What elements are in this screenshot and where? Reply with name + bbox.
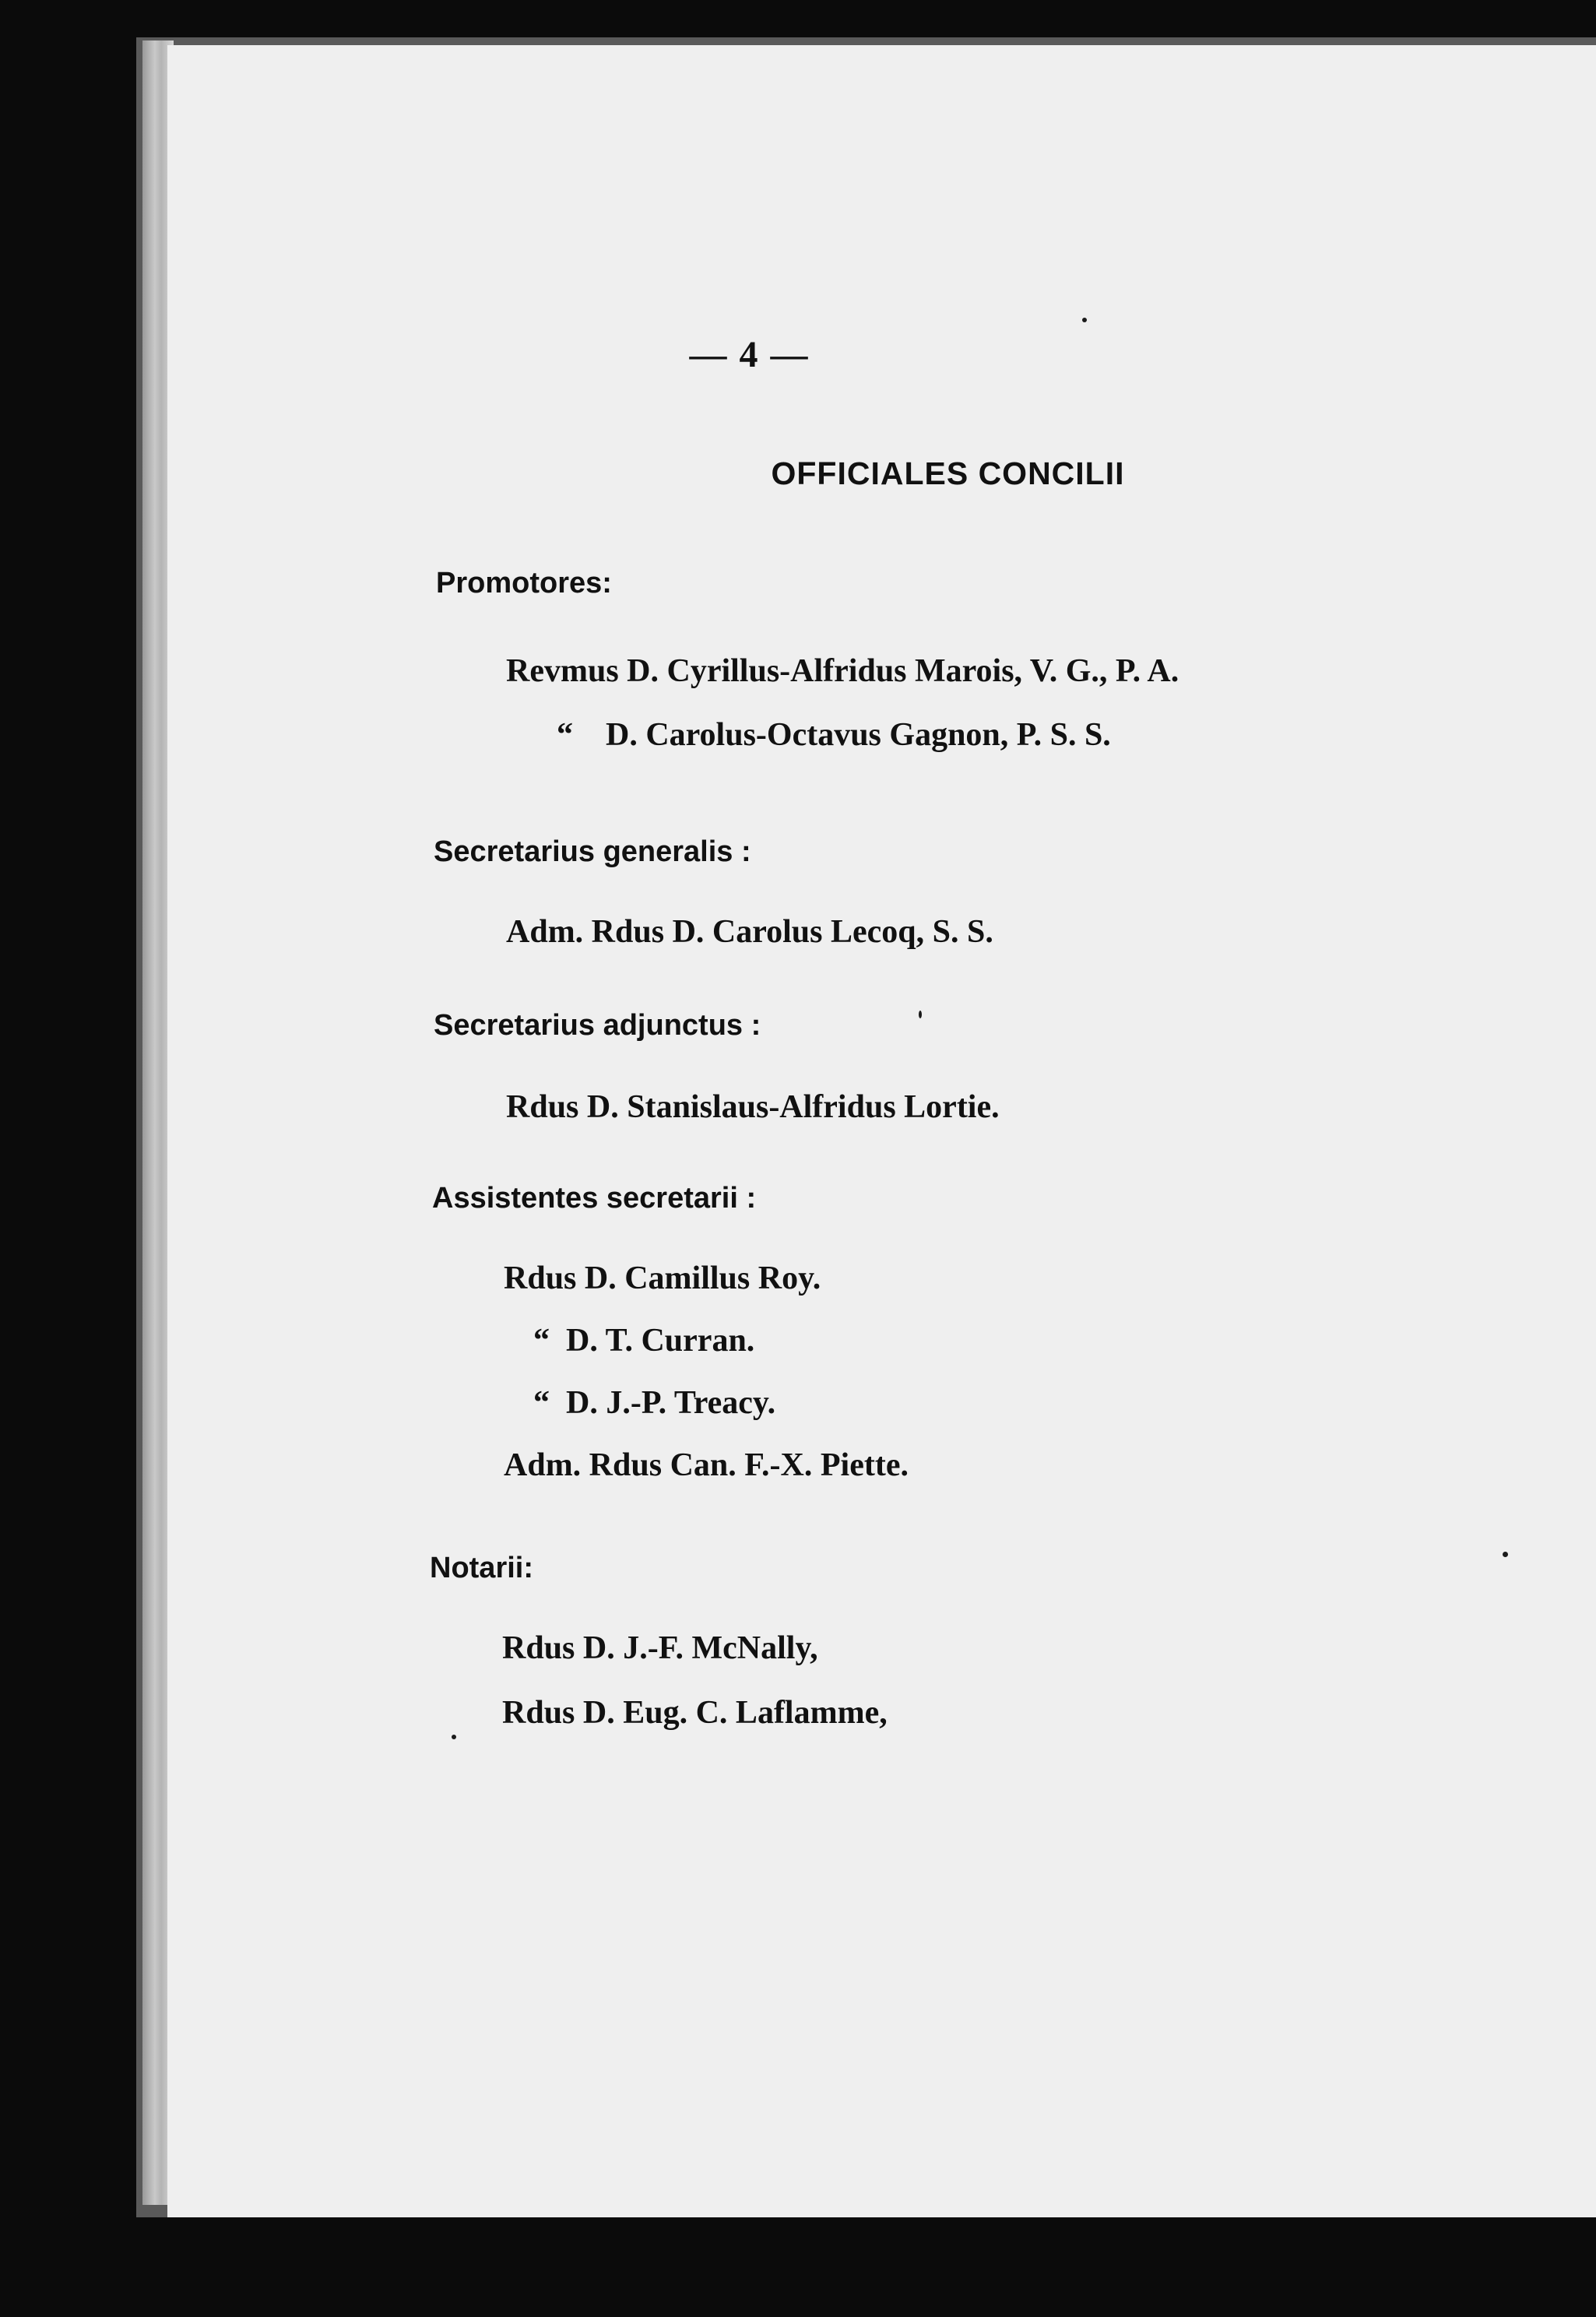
- section-heading-secretarius-adjunctus: Secretarius adjunctus :: [434, 1009, 761, 1042]
- entry-line: “ D. J.-P. Treacy.: [533, 1385, 776, 1421]
- section-heading-assistentes-secretarii: Assistentes secretarii :: [432, 1182, 757, 1215]
- entry-line: Rdus D. J.-F. McNally,: [502, 1630, 818, 1666]
- scan-speck: [919, 1011, 922, 1018]
- page-number: — 4 —: [689, 334, 810, 375]
- entry-line: “ D. Carolus-Octavus Gagnon, P. S. S.: [557, 717, 1111, 753]
- entry-line: Adm. Rdus Can. F.-X. Piette.: [504, 1447, 909, 1483]
- document-page: [167, 45, 1596, 2217]
- scan-speck: [1503, 1552, 1508, 1557]
- section-heading-secretarius-generalis: Secretarius generalis :: [434, 835, 751, 868]
- entry-line: Rdus D. Eug. C. Laflamme,: [502, 1695, 888, 1731]
- entry-line: Adm. Rdus D. Carolus Lecoq, S. S.: [506, 914, 993, 950]
- scan-speck: [1082, 318, 1087, 322]
- entry-line: Rdus D. Stanislaus-Alfridus Lortie.: [506, 1089, 1000, 1125]
- entry-line: “ D. T. Curran.: [533, 1323, 755, 1359]
- section-heading-promotores: Promotores:: [436, 567, 612, 599]
- page-title: OFFICIALES CONCILII: [771, 455, 1125, 491]
- entry-line: Revmus D. Cyrillus-Alfridus Marois, V. G., P. A.: [506, 653, 1179, 689]
- entry-line: Rdus D. Camillus Roy.: [504, 1260, 821, 1296]
- section-heading-notarii: Notarii:: [430, 1552, 533, 1584]
- scan-speck: [452, 1735, 456, 1739]
